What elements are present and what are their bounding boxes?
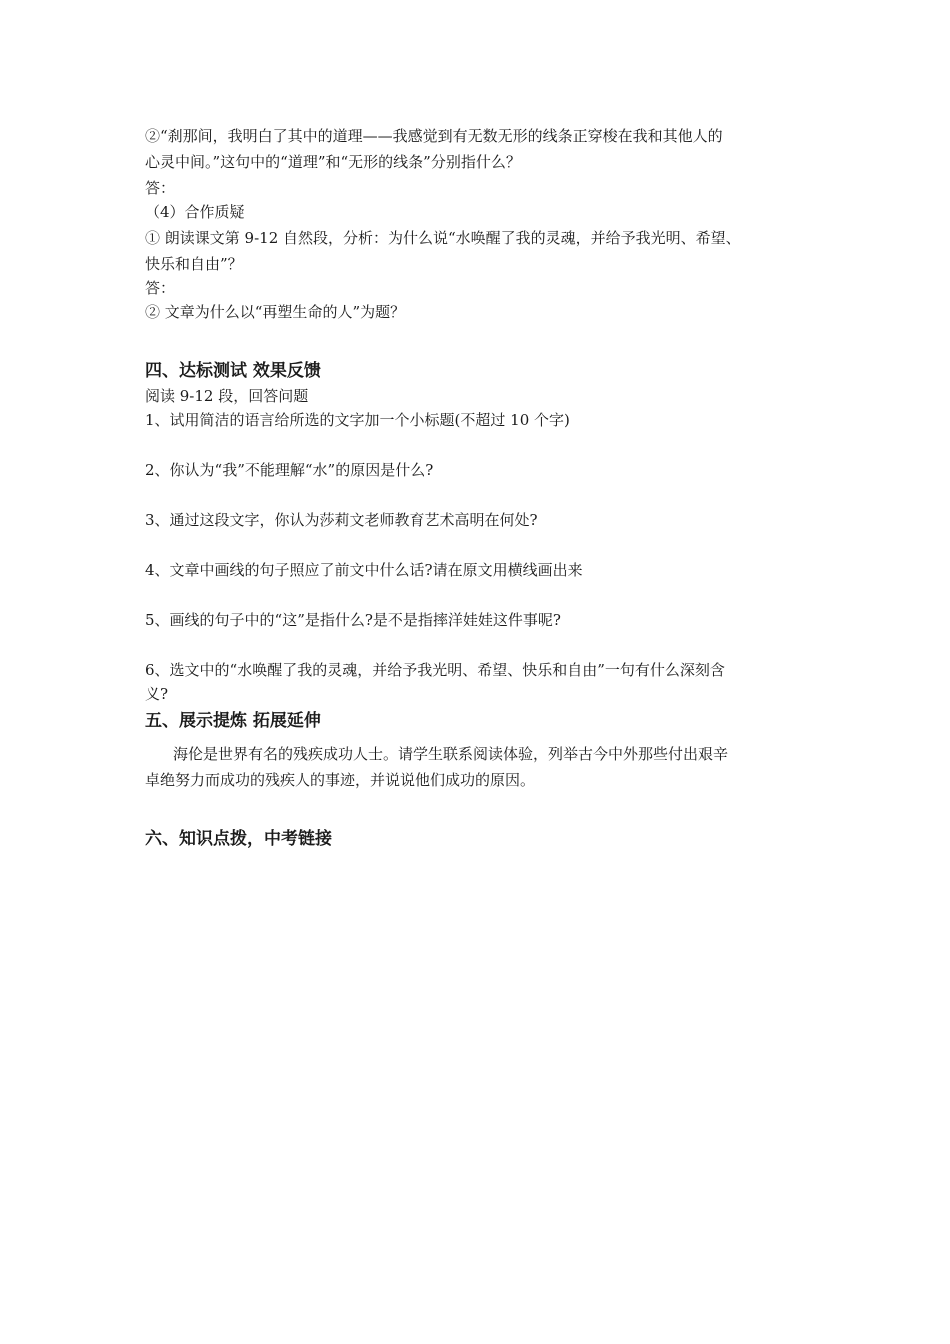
section-6-title: 六、知识点拨，中考链接 [145, 829, 332, 849]
test-question-6-line-1: 6、选文中的“水唤醒了我的灵魂，并给予我光明、希望、快乐和自由”一句有什么深刻含 [145, 661, 725, 679]
section-4-title: 四、达标测试 效果反馈 [145, 361, 321, 381]
question-2-line-2: 心灵中间。”这句中的“道理”和“无形的线条”分别指什么？ [145, 153, 521, 171]
test-question-6-line-2: 义? [145, 685, 169, 703]
test-question-5: 5、画线的句子中的“这”是指什么?是不是指摔洋娃娃这件事呢? [145, 611, 561, 629]
answer-label-2: 答： [145, 279, 176, 297]
part-4-title: （4）合作质疑 [145, 203, 245, 221]
test-question-4: 4、文章中画线的句子照应了前文中什么话?请在原文用横线画出来 [145, 561, 583, 579]
test-question-3: 3、通过这段文字，你认为莎莉文老师教育艺术高明在何处? [145, 511, 538, 529]
coop-question-1-line-2: 快乐和自由”？ [145, 255, 243, 273]
test-question-1: 1、试用简洁的语言给所选的文字加一个小标题(不超过 10 个字) [145, 411, 570, 429]
question-2-line-1: ②“刹那间，我明白了其中的道理——我感觉到有无数无形的线条正穿梭在我和其他人的 [145, 127, 723, 145]
section-5-title: 五、展示提炼 拓展延伸 [145, 711, 321, 731]
section-5-paragraph-line-1: 海伦是世界有名的残疾成功人士。请学生联系阅读体验，列举古今中外那些付出艰辛 [173, 745, 729, 763]
coop-question-2: ② 文章为什么以“再塑生命的人”为题？ [145, 303, 406, 321]
test-question-2: 2、你认为“我”不能理解“水”的原因是什么? [145, 461, 434, 479]
answer-label-1: 答： [145, 179, 176, 197]
section-5-paragraph-line-2: 卓绝努力而成功的残疾人的事迹，并说说他们成功的原因。 [145, 771, 536, 789]
section-4-intro: 阅读 9-12 段，回答问题 [145, 387, 309, 405]
coop-question-1-line-1: ① 朗读课文第 9-12 自然段，分析：为什么说“水唤醒了我的灵魂，并给予我光明、希望、 [145, 229, 741, 247]
